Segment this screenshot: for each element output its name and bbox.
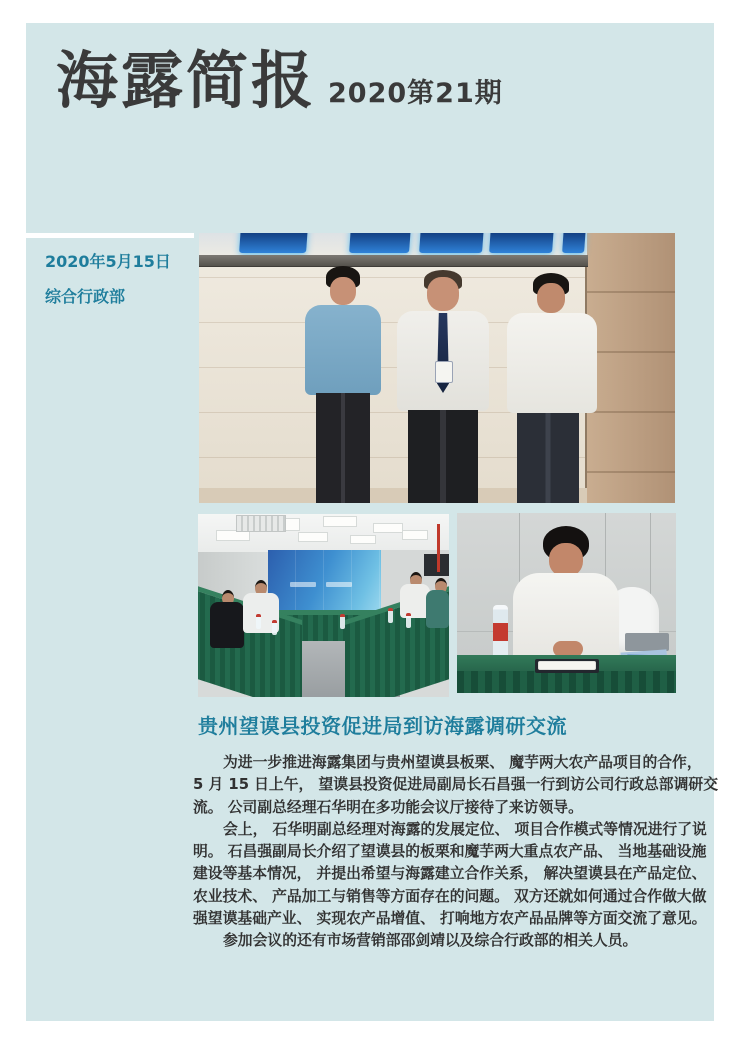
sign-glyph [419, 233, 484, 253]
ceiling-light [402, 530, 428, 540]
wood-panel-wall [585, 233, 675, 503]
body-line: 强望谟基础产业、 实现农产品增值、 打响地方农产品品牌等方面交流了意见。 [193, 910, 707, 928]
face [537, 283, 565, 313]
department-label: 综合行政部 [45, 287, 126, 306]
sign-glyph [489, 233, 554, 253]
newsletter-title: 海露简报 [56, 44, 317, 117]
water-bottle [406, 613, 411, 628]
water-bottle [340, 614, 345, 629]
face [427, 277, 459, 311]
body-line: 5 月 15 日上午， 望谟县投资促进局副局长石昌强一行到访公司行政总部调研交 [193, 776, 718, 794]
water-bottle [388, 608, 393, 623]
newsletter-page [26, 23, 718, 1021]
pants [517, 413, 579, 503]
id-badge [435, 361, 453, 383]
red-pipe [437, 524, 440, 572]
screen-text [290, 582, 316, 587]
sidebar-divider [26, 233, 194, 238]
masthead [56, 45, 503, 116]
attendee-black-shirt [210, 602, 244, 648]
water-bottle [272, 620, 277, 635]
body-line: 会上， 石华明副总经理对海露的发展定位、 项目合作模式等情况进行了说 [223, 820, 707, 838]
sign-glyph [239, 233, 308, 253]
ceiling-light [350, 535, 376, 544]
article-headline: 贵州望谟县投资促进局到访海露调研交流 [198, 714, 567, 738]
body-line: 流。 公司副总经理石华明在多功能会议厅接待了来访领导。 [193, 798, 583, 816]
water-bottle [256, 614, 261, 629]
sign-glyph [349, 233, 411, 253]
attendee-teal-shirt [426, 590, 449, 628]
sign-glyph [562, 233, 586, 253]
green-table-skirt [457, 671, 676, 693]
screen-text [326, 582, 352, 587]
body-line: 农业技术、 产品加工与销售等方面存在的问题。 双方还就如何通过合作做大做 [193, 887, 707, 905]
white-shirt [507, 313, 597, 413]
ceiling-light [373, 523, 403, 533]
face [549, 543, 583, 577]
ceiling-light [298, 532, 328, 542]
notebook-pages [538, 661, 596, 670]
water-bottle [493, 605, 508, 661]
ac-vent [236, 515, 286, 532]
face [330, 277, 356, 305]
seated-guest-photo [457, 513, 676, 693]
body-line: 参加会议的还有市场营销部邵剑靖以及综合行政部的相关人员。 [223, 932, 638, 950]
grey-folder-stack [625, 633, 669, 651]
publish-date: 2020年5月15日 [45, 252, 171, 271]
body-line: 建设等基本情况， 并提出希望与海露建立合作关系， 解决望谟县在产品定位、 [193, 865, 707, 883]
pants [316, 393, 370, 503]
ceiling-beam [199, 255, 588, 267]
ceiling-light [323, 516, 357, 527]
main-photo [199, 233, 675, 503]
blue-shirt [305, 305, 381, 395]
article-body [193, 752, 718, 953]
pants [408, 410, 478, 503]
body-line: 为进一步推进海露集团与贵州望谟县板栗、 魔芋两大农产品项目的合作， [223, 754, 702, 771]
meeting-room-photo [198, 514, 449, 697]
led-sign-band [199, 233, 587, 257]
issue-number: 2020第21期 [328, 78, 503, 109]
body-line: 明。 石昌强副局长介绍了望谟县的板栗和魔芋两大重点农产品、 当地基础设施 [193, 843, 707, 861]
